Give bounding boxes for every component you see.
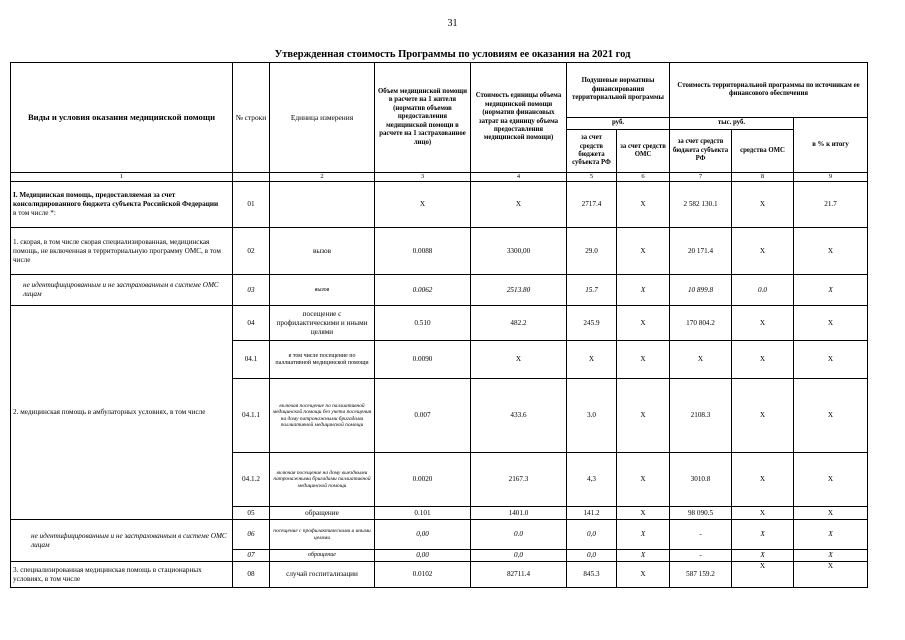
row-percent: X [794,453,868,507]
row-pc-oms: X [617,182,670,228]
row-unit [270,182,375,228]
row-tp-budget: 20 171.4 [670,228,732,275]
row-description: не идентифицированным и не застрахованным в системе ОМС лицам [11,520,233,562]
column-number: 1 [11,173,233,182]
row-percent: X [794,341,868,379]
row-percent: X [794,562,868,588]
table-row [11,182,868,228]
row-tp-oms: X [732,182,794,228]
row-number: 07 [233,550,270,562]
header-volume: Объем медицинской помощи в расчете на 1 жителя (норматив объемов предоставления медицинской помощи в расчете на 1 застрахованное лицо) [375,63,471,173]
row-pc-budget: 245.9 [567,306,617,341]
table-row [11,228,868,275]
row-tp-budget: 2 582 130.1 [670,182,732,228]
row-unit-cost: 433.6 [471,379,567,453]
row-volume: 0.007 [375,379,471,453]
row-unit: в том числе посещение по паллиативной медицинской помощи [270,341,375,379]
row-unit-cost: 0.0 [471,520,567,550]
row-number: 04.1.2 [233,453,270,507]
row-unit-cost: 1401.0 [471,507,567,520]
row-pc-oms: X [617,306,670,341]
row-tp-oms: X [732,562,794,588]
document-title: Утвержденная стоимость Программы по условиям ее оказания на 2021 год [274,49,631,60]
row-number: 08 [233,562,270,588]
row-description: 2. медицинская помощь в амбулаторных условиях, в том числе [11,306,233,520]
row-percent: X [794,275,868,306]
table-row [11,520,868,550]
row-unit-cost: X [471,182,567,228]
row-number: 04 [233,306,270,341]
column-number: 8 [732,173,794,182]
column-number: 2 [270,173,375,182]
row-unit: обращение [270,507,375,520]
header-tp-oms: средства ОМС [732,130,794,173]
row-description: 1. скорая, в том числе скорая специализированная, медицинская помощь, не включенная в территориальную программу ОМС, в том числе [11,228,233,275]
row-unit: вызов [270,228,375,275]
row-number: 01 [233,182,270,228]
row-description: не идентифицированным и не застрахованным в системе ОМС лицам [11,275,233,306]
row-tp-oms: X [732,341,794,379]
row-pc-budget: 0,0 [567,550,617,562]
row-tp-budget: 3010.8 [670,453,732,507]
row-percent: X [794,228,868,275]
row-tp-budget: X [670,341,732,379]
row-pc-budget: X [567,341,617,379]
row-description: 3. специализированная медицинская помощь в стационарных условиях, в том числе [11,562,233,588]
row-unit: включая посещение на дому выездными патронажными бригадами паллиативной медицинской помощи [270,453,375,507]
header-pc-oms: за счет средств ОМС [617,130,670,173]
header-type: Виды и условия оказания медицинской помощи [11,63,233,173]
row-tp-oms: X [732,379,794,453]
header-row-number: № строки [233,63,270,173]
row-number: 06 [233,520,270,550]
header-pc-budget: за счет средств бюджета субъекта РФ [567,130,617,173]
row-volume: 0.0020 [375,453,471,507]
row-pc-budget: 845.3 [567,562,617,588]
row-pc-budget: 15.7 [567,275,617,306]
column-number [233,173,270,182]
row-tp-budget: - [670,520,732,550]
row-pc-budget: 2717.4 [567,182,617,228]
table-row [11,306,868,341]
row-volume: 0.0062 [375,275,471,306]
row-description: I. Медицинская помощь, предоставляемая за счет консолидированного бюджета субъекта Российской Федерации в том числе *: [11,182,233,228]
row-percent: X [794,520,868,550]
header-tp-budget: за счет средств бюджета субъекта РФ [670,130,732,173]
header-unit-thousand-rub: тыс. руб. [670,118,794,130]
row-number: 03 [233,275,270,306]
row-tp-oms: 0.0 [732,275,794,306]
row-pc-oms: X [617,507,670,520]
row-tp-oms: X [732,453,794,507]
row-unit-cost: 82711.4 [471,562,567,588]
row-unit: посещение с профилактическими и иными целями [270,520,375,550]
column-number: 3 [375,173,471,182]
header-unit: Единица измерения [270,63,375,173]
table-row [11,562,868,588]
row-unit: обращение [270,550,375,562]
table-row [11,275,868,306]
column-number: 6 [617,173,670,182]
row-unit: включая посещение по паллиативной медицинской помощи без учета посещения на дому патронажными бригадами паллиативной медицинской помощи [270,379,375,453]
row-volume: 0.510 [375,306,471,341]
row-pc-oms: X [617,275,670,306]
row-tp-oms: X [732,228,794,275]
header-unit-cost: Стоимость единицы объема медицинской помощи (норматив финансовых затрат на единицу объема предоставления медицинской помощи) [471,63,567,173]
row-percent: 21.7 [794,182,868,228]
row-tp-oms: X [732,520,794,550]
row-pc-oms: X [617,379,670,453]
row-percent: X [794,550,868,562]
row-pc-oms: X [617,228,670,275]
row-tp-budget: 98 090.5 [670,507,732,520]
page-number: 31 [447,18,458,29]
row-volume: 0.101 [375,507,471,520]
column-number: 9 [794,173,868,182]
row-tp-budget: 170 804.2 [670,306,732,341]
column-number: 7 [670,173,732,182]
row-volume: 0.0088 [375,228,471,275]
row-pc-oms: X [617,341,670,379]
row-unit-cost: 482.2 [471,306,567,341]
row-number: 05 [233,507,270,520]
row-unit-cost: 0,0 [471,550,567,562]
column-numbers-row [11,173,868,182]
row-tp-budget: 587 159.2 [670,562,732,588]
header-per-capita: Подушевые нормативы финансирования территориальной программы [567,63,670,118]
row-unit-cost: 3300,00 [471,228,567,275]
header-unit-rub: руб. [567,118,670,130]
row-tp-budget: 10 899.8 [670,275,732,306]
row-pc-oms: X [617,453,670,507]
row-tp-oms: X [732,550,794,562]
row-percent: X [794,507,868,520]
row-unit-cost: X [471,341,567,379]
row-number: 04.1 [233,341,270,379]
row-pc-oms: X [617,562,670,588]
row-percent: X [794,379,868,453]
row-volume: 0.0090 [375,341,471,379]
row-tp-budget: - [670,550,732,562]
row-pc-oms: X [617,520,670,550]
row-unit: посещение с профилактическими и иными целями [270,306,375,341]
row-tp-oms: X [732,306,794,341]
row-pc-oms: X [617,550,670,562]
row-pc-budget: 3.0 [567,379,617,453]
header-percent-total: в % к итогу [794,118,868,173]
row-unit-cost: 2513.80 [471,275,567,306]
row-unit: случай госпитализации [270,562,375,588]
row-unit: вызов [270,275,375,306]
column-number: 5 [567,173,617,182]
row-pc-budget: 0,0 [567,520,617,550]
row-volume: 0,00 [375,550,471,562]
row-unit-cost: 2167.3 [471,453,567,507]
cost-table [10,62,868,588]
header-territorial-cost: Стоимость территориальной программы по источникам ее финансового обеспечения [670,63,868,118]
row-number: 04.1.1 [233,379,270,453]
row-volume: X [375,182,471,228]
row-pc-budget: 141.2 [567,507,617,520]
column-number: 4 [471,173,567,182]
row-volume: 0,00 [375,520,471,550]
row-number: 02 [233,228,270,275]
row-volume: 0.0102 [375,562,471,588]
row-tp-oms: X [732,507,794,520]
row-pc-budget: 4,3 [567,453,617,507]
row-tp-budget: 2108.3 [670,379,732,453]
row-pc-budget: 29.0 [567,228,617,275]
row-percent: X [794,306,868,341]
